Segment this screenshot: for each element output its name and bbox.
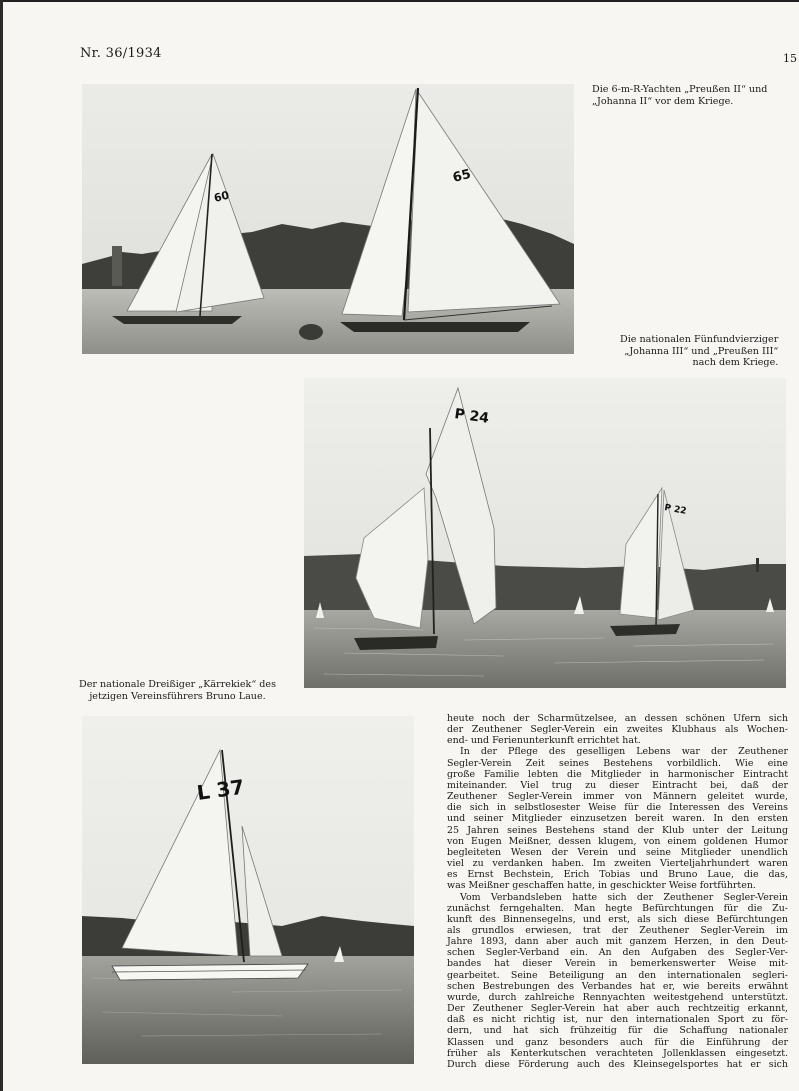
photo-six-metre-yachts [82,84,574,354]
buoy [299,324,323,340]
caption-top-right: Die 6-m-R-Yachten „Preußen II“ und „Johanna II“ vor dem Kriege. [592,84,768,107]
caption-middle-right: Die nationalen Fünfundvierziger „Johanna III“ und „Preußen III“ nach dem Kriege. [620,334,779,368]
sail-number-l37: L 37 [195,774,246,805]
photo-national-30-kaerrekiek [82,716,414,1064]
sail-number-p22: P 22 [663,503,688,517]
photo-national-45-dinghies [304,378,786,688]
issue-number: Nr. 36/1934 [80,46,162,61]
page-number: 15 [783,52,797,65]
sail-number-p24: P 24 [453,406,490,427]
article-body: heute noch der Scharmützelsee, an dessen schönen Ufern sich der Zeuthener Segler-Verein ein zweites Klubhaus als Wochen- end- und Ferienunterkunft errichtet hat. In der Pflege des geselligen Lebens war der Zeuthener Segler-Verein Zeit seines Bestehens vorbildlich. Wie eine große Familie lebten die Mitglieder in harmonischer Eintracht miteinander. Viel trug zu dieser Eintracht bei, daß der Zeuthener Segler-Verein immer von Männern geleitet wurde, die sich in selbstlosester Weise für die Interessen des Vereins und seiner Mitglieder einzusetzen bereit waren. In den ersten 25 Jahren seines Bestehens stand der Klub unter der Leitung von Eugen Meißner, dessen klugem, von einem goldenen Humor begleiteten Wesen der Verein und seine Mitglieder unendlich viel zu verdanken haben. Im zweiten Vierteljahrhundert waren es Ernst Bechstein, Erich Tobias und Bruno Laue, die das, was Meißner geschaffen hatte, in geschickter Weise fortführten. Vom Verbandsleben hatte sich der Zeuthener Segler-Verein zunächst ferngehalten. Man hegte Befürchtungen für die Zu- kunft des Binnensegelns, und erst, als sich diese Befürchtungen als grundlos erwiesen, trat der Zeuthener Segler-Verein im Jahre 1893, dann aber auch mit ganzem Herzen, in den Deut- schen Segler-Verband ein. An den Aufgaben des Segler-Ver- bandes hat dieser Verein in bemerkenswerter Weise mit- gearbeitet. Seine Beteiligung an den internationalen segleri- schen Bestrebungen des Verbandes hat er, wie bereits erwähnt wurde, durch zahlreiche Rennyachten weitestgehend unterstützt. Der Zeuthener Segler-Verein hat aber auch rechtzeitig erkannt, daß es nicht richtig ist, nur den internationalen Sport zu för- dern, und hat sich frühzeitig für die Schaffung nationaler Klassen und ganz besonders auch für die Einführung der früher als Kenterkutschen verachteten Jollenklassen eingesetzt. Durch diese Förderung auch des Kleinsegelsportes hat er sich [447,713,788,1070]
sail-number-60: 60 [212,188,231,205]
caption-left: Der nationale Dreißiger „Kärrekiek“ des jetzigen Vereinsführers Bruno Laue. [79,679,277,702]
page-edge [0,0,3,1091]
top-rule [0,0,799,2]
sail-number-65: 65 [451,166,473,186]
